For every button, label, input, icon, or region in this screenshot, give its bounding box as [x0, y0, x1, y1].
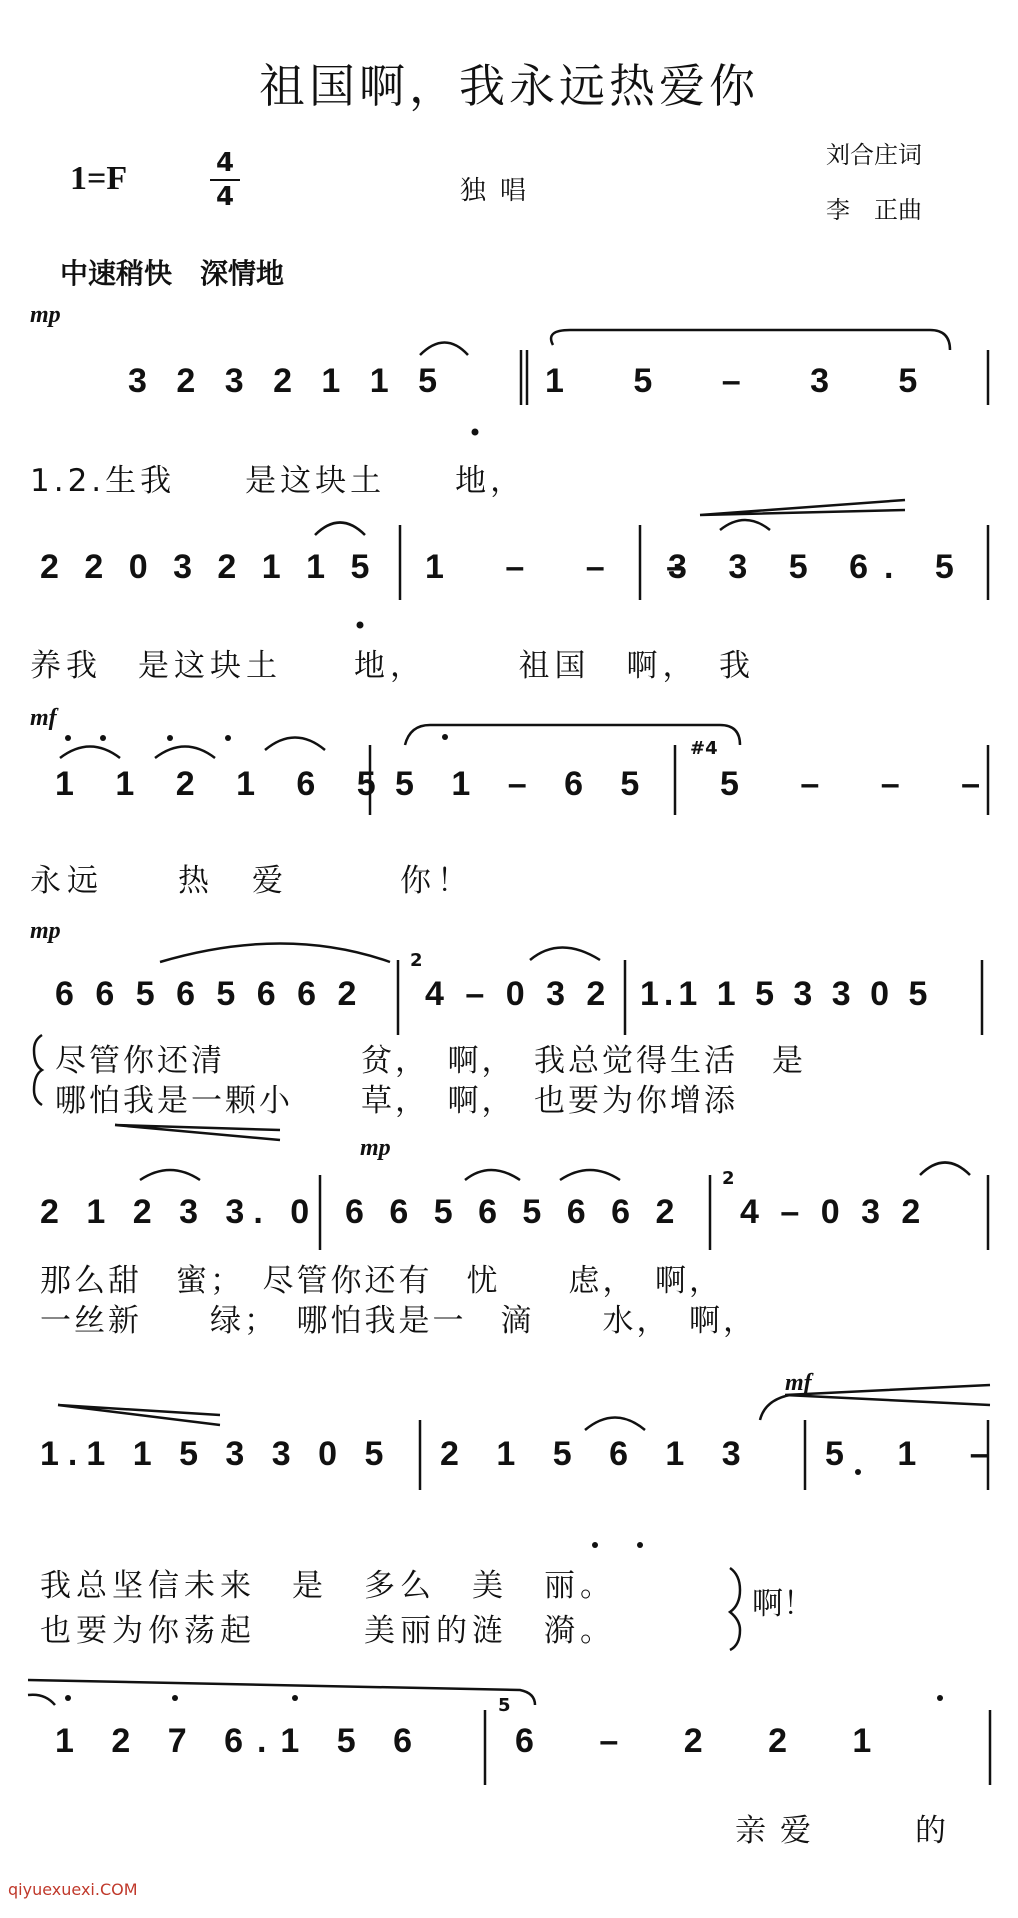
dynamic-mark: mf: [785, 1370, 812, 1396]
dynamic-mark: mp: [360, 1135, 391, 1161]
lyric-line: 养我 是这块土 地， 祖国 啊， 我: [30, 648, 755, 684]
notes-measure: 1.1 1 5 3 3 0 5: [40, 1435, 393, 1473]
notes-measure: 2 2 0 3 2 1 1 5: [40, 548, 378, 586]
lyric-line: 那么甜 蜜； 尽管你还有 忧 虑， 啊，: [40, 1263, 723, 1299]
lyric-line: 亲爱 的: [735, 1813, 960, 1849]
lyric-line: 永远 热 爱 你！: [30, 863, 474, 899]
notes-measure: 4 – 0 3 2: [425, 975, 612, 1013]
notes-measure: 1 – – –: [425, 548, 711, 586]
notes-measure: 6 – 2 2 1: [515, 1722, 900, 1760]
grace-note: #4: [690, 738, 718, 759]
lyric-line: 尽管你还清 贫， 啊， 我总觉得生活 是: [55, 1043, 806, 1079]
lyric-line: 也要为你荡起 美丽的涟 漪。: [40, 1613, 616, 1649]
dynamic-mark: mp: [30, 918, 61, 944]
notes-measure: 6 6 5 6 5 6 6 2: [55, 975, 363, 1013]
lyric-line: 一丝新 绿； 哪怕我是一 滴 水， 啊，: [40, 1303, 757, 1339]
notes-measure: 1 1 2 1 6 5: [55, 765, 392, 803]
dynamic-mark: mf: [30, 705, 57, 731]
key-signature: 1=F: [70, 160, 128, 197]
notes-measure: 1 2 7 6.1 5 6: [55, 1722, 427, 1760]
notes-measure: 5 1 –: [825, 1435, 1011, 1473]
grace-note: 2: [722, 1168, 735, 1189]
notes-measure: 5 1 – 6 5: [395, 765, 654, 803]
notes-measure: 3 3 5 6. 5: [668, 548, 970, 586]
notes-measure: 2 1 5 6 1 3: [440, 1435, 755, 1473]
lyric-line: 哪怕我是一颗小 草， 啊， 也要为你增添: [55, 1083, 738, 1119]
notes-measure: 5 – – –: [720, 765, 1006, 803]
site-watermark: qiyuexuexi.COM: [8, 1880, 138, 1899]
lyric-line: 1.2.生我 是这块土 地，: [30, 463, 526, 499]
dynamic-mark: mp: [30, 302, 61, 328]
tempo-marking: 中速稍快 深情地: [60, 257, 285, 290]
notes-measure: 1 5 – 3 5: [545, 362, 948, 400]
page-title: 祖国啊，我永远热爱你: [259, 59, 759, 113]
notes-measure: 1.1 1 5 3 3 0 5: [640, 975, 933, 1013]
lyric-line: 我总坚信未来 是 多么 美 丽。: [40, 1568, 616, 1604]
lyric-aside: 啊！: [752, 1586, 814, 1622]
notes-measure: 3 2 3 2 1 1 5: [128, 362, 448, 400]
grace-note: 5: [498, 1695, 511, 1716]
time-bottom: 4: [215, 182, 235, 212]
grace-note: 2: [410, 950, 423, 971]
notes-measure: 6 6 5 6 5 6 6 2: [345, 1193, 683, 1231]
composer-credit: 李 正曲: [826, 196, 922, 224]
lyricist-credit: 刘合庄词: [826, 141, 922, 169]
time-top: 4: [215, 148, 235, 178]
performance-form: 独唱: [460, 176, 541, 206]
notes-measure: 4 – 0 3 2: [740, 1193, 927, 1231]
notes-measure: 2 1 2 3 3. 0: [40, 1193, 319, 1231]
